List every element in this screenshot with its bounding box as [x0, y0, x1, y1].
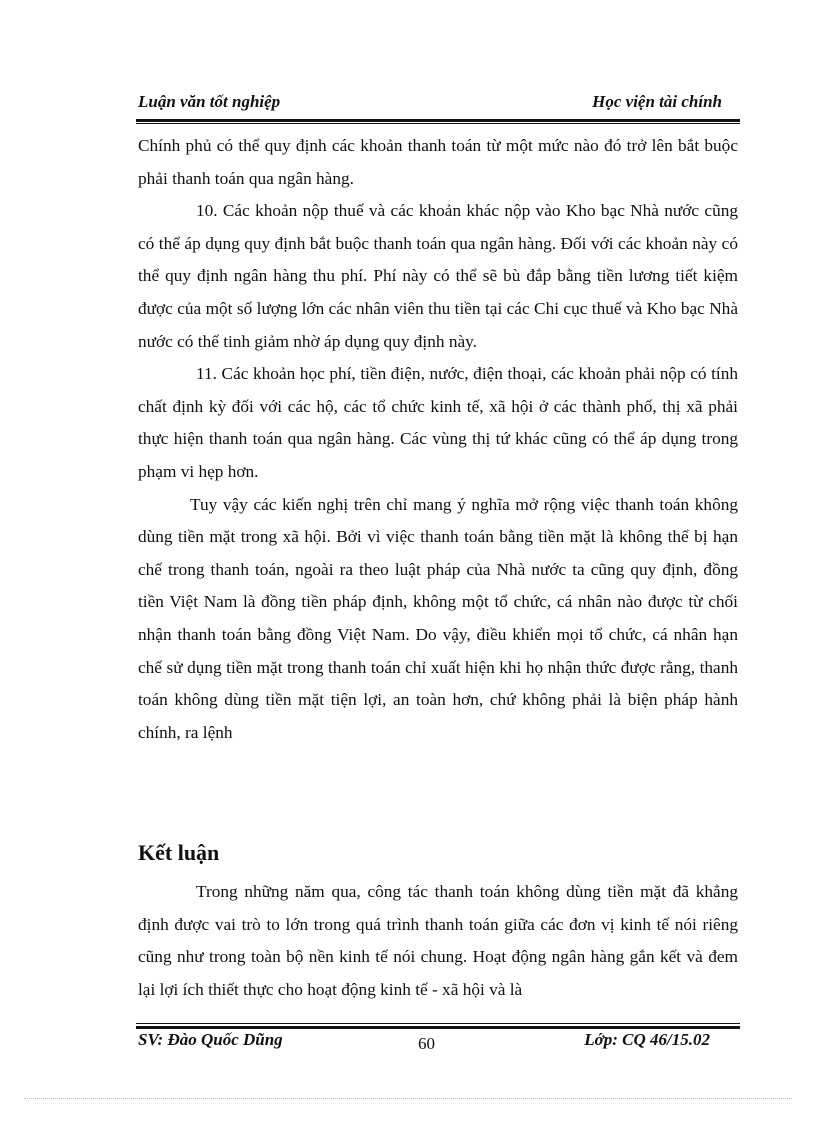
page-number: 60 [418, 1034, 435, 1053]
page-bottom-divider [24, 1098, 792, 1099]
conclusion-text [138, 876, 738, 1006]
header-rule [136, 119, 740, 124]
body-text [138, 130, 738, 749]
paragraph-summary: Tuy vậy các kiến nghị trên chỉ mang ý nghĩa mở rộng việc thanh toán không dùng tiền mặt trong xã hội. Bởi vì việc thanh toán bằng tiền mặt là không thể bị hạn chế trong thanh toán, ngoài ra theo luật pháp của Nhà nước ta cũng quy định, đồng tiền Việt Nam là đồng tiền pháp định, không một tổ chức, cá nhân nào được từ chối nhận thanh toán bằng đồng Việt Nam. Do vậy, điều khiển mọi tổ chức, cá nhân hạn chế sử dụng tiền mặt trong thanh toán chỉ xuất hiện khi họ nhận thức được rằng, thanh toán không dùng tiền mặt tiện lợi, an toàn hơn, chứ không phải là biện pháp hành chính, ra lệnh [138, 494, 738, 742]
paragraph-conclusion: Trong những năm qua, công tác thanh toán không dùng tiền mặt đã khẳng định được vai trò to lớn trong quá trình thanh toán giữa các đơn vị kinh tế nói riêng cũng như trong toàn bộ nền kinh tế nói chung. Hoạt động ngân hàng gắn kết và đem lại lợi ích thiết thực cho hoạt động kinh tế - xã hội và là [138, 882, 738, 999]
header-thesis-title: Luận văn tốt nghiệp [138, 92, 281, 111]
page-footer [138, 1030, 740, 1056]
footer-rule [136, 1023, 740, 1029]
section-heading: Kết luận [138, 840, 220, 865]
page-header [138, 92, 740, 116]
header-institution: Học viện tài chính [592, 92, 722, 111]
paragraph-item-10: 10. Các khoản nộp thuế và các khoản khác nộp vào Kho bạc Nhà nước cũng có thể áp dụng quy định bắt buộc thanh toán qua ngân hàng. Đối với các khoản này có thể quy định ngân hàng thu phí. Phí này có thể sẽ bù đắp bằng tiền lương tiết kiệm được của một số lượng lớn các nhân viên thu tiền tại các Chi cục thuế và Kho bạc Nhà nước có thể tinh giảm nhờ áp dụng quy định này. [138, 201, 738, 351]
footer-class: Lớp: CQ 46/15.02 [584, 1030, 710, 1049]
paragraph-item-11: 11. Các khoản học phí, tiền điện, nước, điện thoại, các khoản phải nộp có tính chất định kỳ đối với các hộ, các tổ chức kinh tế, xã hội ở các thành phố, thị xã phải thực hiện thanh toán qua ngân hàng. Các vùng thị tứ khác cũng có thể áp dụng trong phạm vi hẹp hơn. [138, 364, 738, 481]
footer-student-name: SV: Đào Quốc Dũng [138, 1030, 283, 1049]
paragraph-continuation: Chính phủ có thể quy định các khoản thanh toán từ một mức nào đó trở lên bắt buộc phải thanh toán qua ngân hàng. [138, 136, 738, 188]
